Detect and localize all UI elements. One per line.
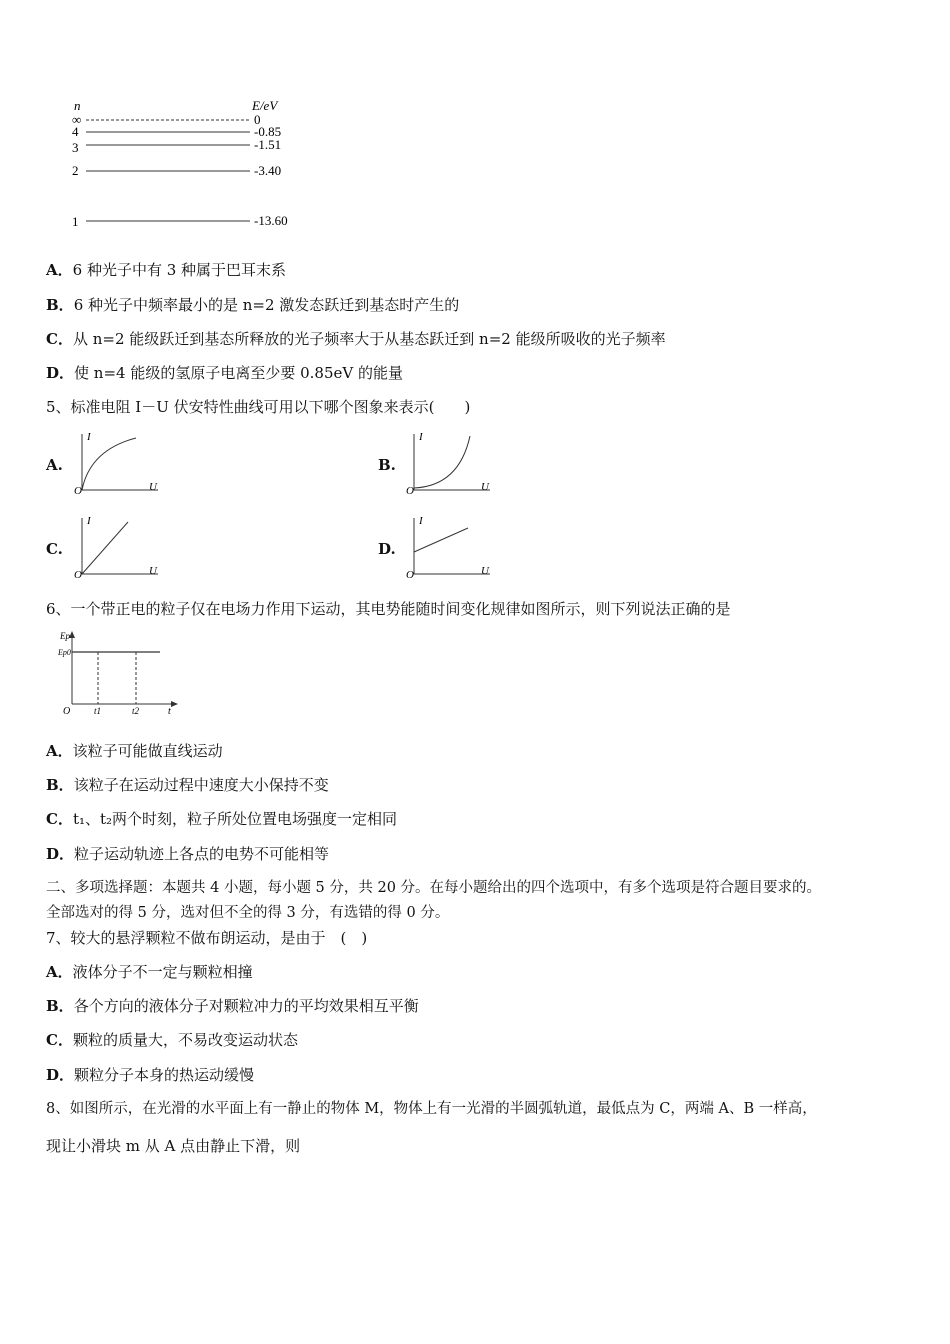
q6-option-c: C．t₁、t₂两个时刻，粒子所处位置电场强度一定相同: [46, 810, 398, 828]
q7-option-a: A．液体分子不一定与颗粒相撞: [46, 963, 253, 981]
level-3: [72, 137, 281, 155]
q4-option-d: D．使 n=4 能级的氢原子电离至少要 0.85eV 的能量: [46, 364, 403, 382]
q6-stem: 6、一个带正电的粒子仅在电场力作用下运动，其电势能随时间变化规律如图所示，则下列说法正确的是: [46, 600, 731, 618]
svg-text:-13.60: -13.60: [254, 213, 288, 228]
q5-option-c-label: C.: [46, 540, 63, 558]
q5-stem: 5、标准电阻 I－U 伏安特性曲线可用以下哪个图象来表示( ): [46, 398, 471, 416]
q6-energy-time-graph: [58, 628, 183, 718]
svg-text:1: 1: [72, 214, 79, 229]
level-1: [72, 213, 288, 229]
svg-text:t1: t1: [94, 706, 102, 716]
svg-text:3: 3: [72, 140, 79, 155]
svg-text:Ep0: Ep0: [58, 648, 71, 657]
svg-text:O: O: [74, 485, 82, 497]
q4-option-c: C．从 n=2 能级跃迁到基态所释放的光子频率大于从基态跃迁到 n=2 能级所吸收的光子频率: [46, 330, 666, 348]
q5-option-d-label: D.: [378, 540, 396, 558]
q7-option-d: D．颗粒分子本身的热运动缓慢: [46, 1066, 255, 1084]
svg-text:U: U: [149, 481, 157, 493]
n-axis-label: n: [74, 98, 81, 113]
svg-text:U: U: [149, 565, 157, 577]
svg-text:U: U: [481, 481, 489, 493]
svg-text:4: 4: [72, 124, 79, 139]
svg-text:I: I: [419, 515, 423, 527]
q5-option-a-label: A.: [46, 456, 63, 474]
q5-graph-b: [404, 428, 499, 498]
svg-text:-3.40: -3.40: [254, 163, 282, 178]
q8-stem-line2: 现让小滑块 m 从 A 点由静止下滑，则: [46, 1137, 301, 1155]
svg-text:-1.51: -1.51: [254, 137, 282, 152]
svg-text:-0.85: -0.85: [254, 124, 282, 139]
q6-option-d: D．粒子运动轨迹上各点的电势不可能相等: [46, 845, 330, 863]
q5-graph-a: [72, 428, 167, 498]
q6-option-b: B．该粒子在运动过程中速度大小保持不变: [46, 776, 329, 794]
svg-text:I: I: [87, 515, 91, 527]
q5-graph-c: [72, 512, 167, 582]
svg-text:0: 0: [254, 112, 261, 127]
svg-text:Ep: Ep: [60, 631, 70, 641]
q7-option-b: B．各个方向的液体分子对颗粒冲力的平均效果相互平衡: [46, 997, 419, 1015]
level-2: [72, 163, 281, 178]
q5-option-b-label: B.: [378, 456, 396, 474]
svg-text:O: O: [74, 569, 82, 581]
svg-text:O: O: [406, 569, 414, 581]
q5-graph-d: [404, 512, 499, 582]
section2-heading-line2: 全部选对的得 5 分，选对但不全的得 3 分，有选错的得 0 分。: [46, 905, 450, 921]
svg-text:O: O: [406, 485, 414, 497]
svg-text:U: U: [481, 565, 489, 577]
svg-text:2: 2: [72, 163, 79, 178]
svg-text:I: I: [87, 431, 91, 443]
level-inf: [72, 112, 261, 127]
q7-stem: 7、较大的悬浮颗粒不做布朗运动，是由于 ( ): [46, 929, 368, 947]
q4-option-a: A．6 种光子中有 3 种属于巴耳末系: [46, 261, 287, 279]
level-4: [72, 124, 281, 139]
q7-option-c: C．颗粒的质量大，不易改变运动状态: [46, 1031, 298, 1049]
svg-text:∞: ∞: [72, 112, 82, 127]
energy-level-diagram: [60, 95, 320, 235]
svg-text:t: t: [168, 706, 171, 717]
svg-text:O: O: [63, 706, 71, 717]
q8-stem-line1: 8、如图所示，在光滑的水平面上有一静止的物体 M，物体上有一光滑的半圆弧轨道，最低点为 C，两端 A、B 一样高，: [46, 1101, 817, 1117]
q6-option-a: A．该粒子可能做直线运动: [46, 742, 223, 760]
section2-heading-line1: 二、多项选择题：本题共 4 小题，每小题 5 分，共 20 分。在每小题给出的四个选项中，有多个选项是符合题目要求的。: [46, 880, 822, 896]
svg-text:I: I: [419, 431, 423, 443]
energy-axis-label: E/eV: [252, 98, 278, 113]
svg-text:t2: t2: [132, 706, 140, 716]
q4-option-b: B．6 种光子中频率最小的是 n=2 激发态跃迁到基态时产生的: [46, 296, 460, 314]
